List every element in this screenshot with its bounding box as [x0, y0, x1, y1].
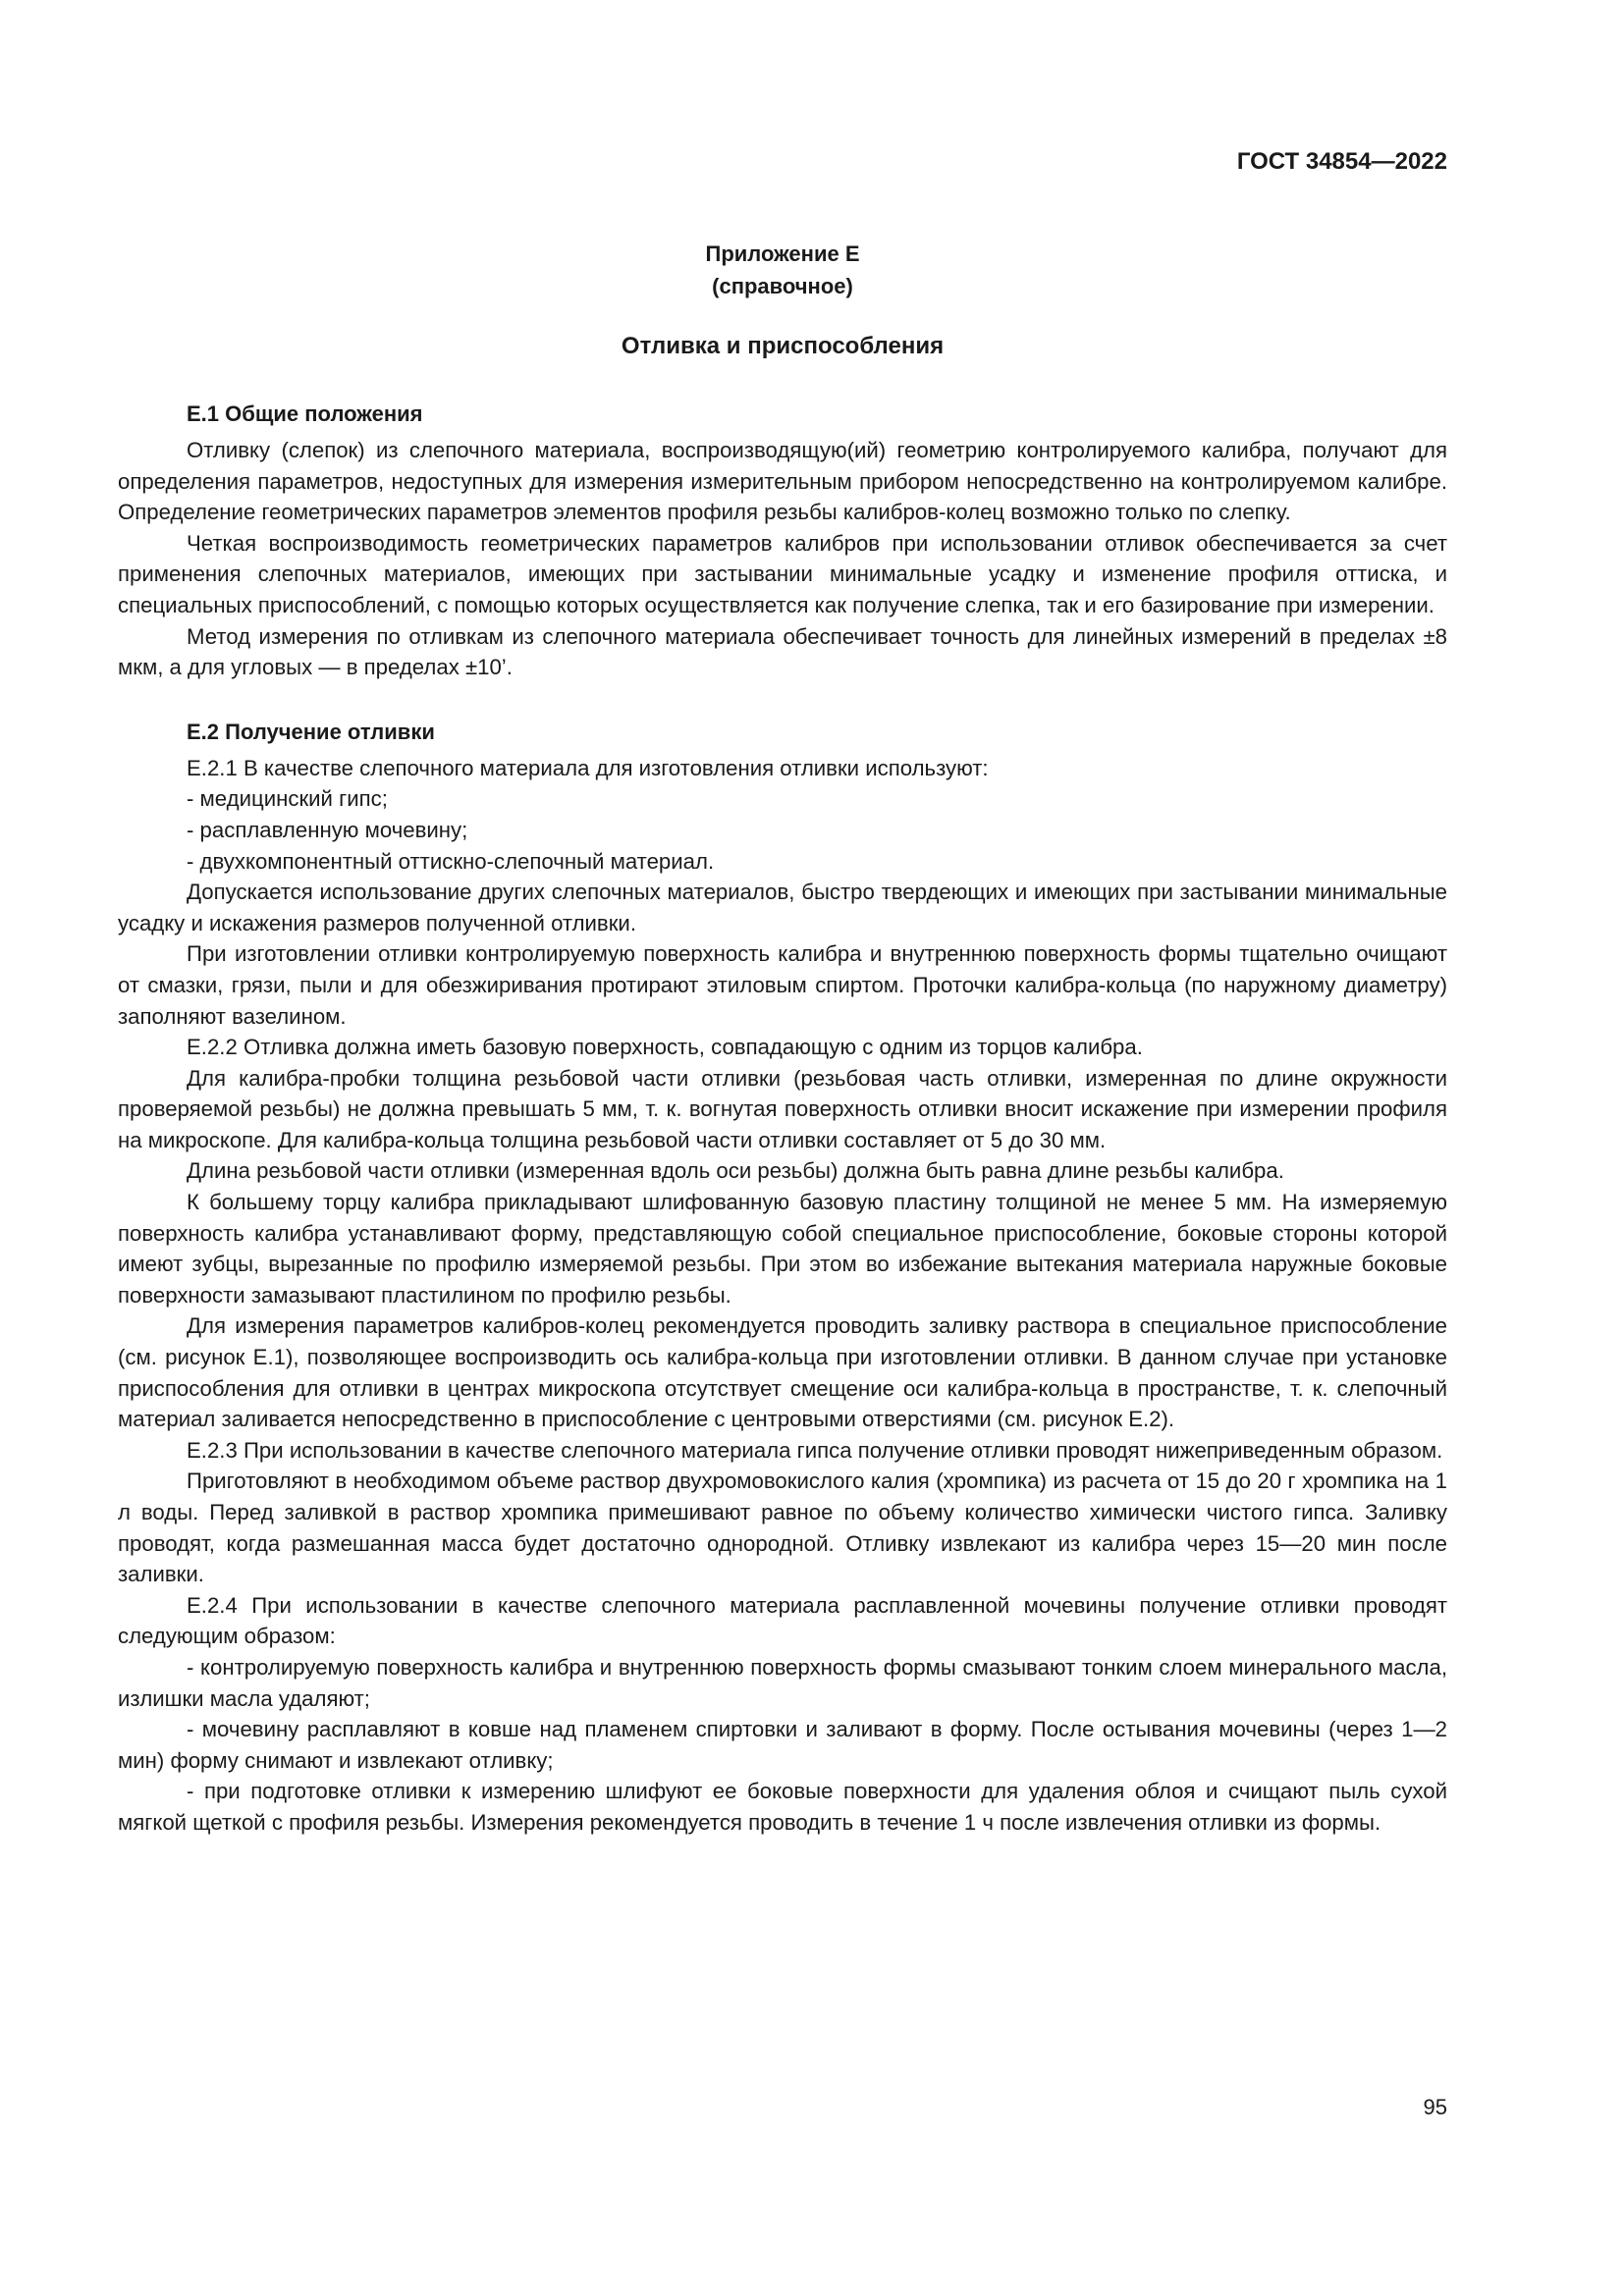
- standard-header: ГОСТ 34854—2022: [1236, 148, 1447, 175]
- paragraph: Отливку (слепок) из слепочного материала, воспроизводящую(ий) геометрию контролируемого калибра, получают для определения параметров, недоступных для измерения измерительным прибором непосредственно на контролируемом калибре. Определение геометрических параметров элементов профиля резьбы калибров-колец возможно только по слепку.: [118, 438, 1447, 525]
- appendix-label: Приложение Е: [705, 241, 860, 266]
- paragraph: Четкая воспроизводимость геометрических параметров калибров при использовании отливок обеспечивается за счет применения слепочных материалов, имеющих при застывании минимальные усадку и изменение профиля оттиска, и специальных приспособлений, с помощью которых осуществляется как получение слепка, так и его базирование при измерении.: [118, 530, 1447, 617]
- list-item: - расплавленную мочевину;: [187, 817, 468, 842]
- appendix-type: (справочное): [712, 274, 853, 298]
- list-item: - мочевину расплавляют в ковше над пламенем спиртовки и заливают в форму. После остывания мочевины (через 1—2 мин) форму снимают и извлекают отливку;: [118, 1717, 1447, 1773]
- paragraph: Е.2.1 В качестве слепочного материала для изготовления отливки используют:: [187, 755, 989, 780]
- list-item: - при подготовке отливки к измерению шлифуют ее боковые поверхности для удаления облоя и счищают пыль сухой мягкой щеткой с профиля резьбы. Измерения рекомендуется проводить в течение 1 ч после извлечения отливки из формы.: [118, 1779, 1447, 1835]
- paragraph: Длина резьбовой части отливки (измеренная вдоль оси резьбы) должна быть равна длине резьбы калибра.: [187, 1158, 1284, 1184]
- section-heading: Е.2 Получение отливки: [187, 719, 435, 744]
- paragraph: Приготовляют в необходимом объеме раствор двухромовокислого калия (хромпика) из расчета от 15 до 20 г хромпика на 1 л воды. Перед заливкой в раствор хромпика примешивают равное по объему количество химически чистого гипса. Заливку проводят, когда размешанная масса будет достаточно однородной. Отливку извлекают из калибра через 15—20 мин после заливки.: [118, 1468, 1447, 1587]
- paragraph: Е.2.3 При использовании в качестве слепочного материала гипса получение отливки проводят нижеприведенным образом.: [187, 1437, 1443, 1463]
- appendix-heading: [118, 238, 1447, 302]
- paragraph: К большему торцу калибра прикладывают шлифованную базовую пластину толщиной не менее 5 мм. На измеряемую поверхность калибра устанавливают форму, представляющую собой специальное приспособление, боковые стороны которой имеют зубцы, вырезанные по профилю измеряемой резьбы. При этом во избежание вытекания материала наружные боковые поверхности замазывают пластилином по профилю резьбы.: [118, 1190, 1447, 1308]
- section-casting: [118, 717, 1447, 1839]
- paragraph: Для калибра-пробки толщина резьбовой части отливки (резьбовая часть отливки, измеренная по длине окружности проверяемой резьбы) не должна превышать 5 мм, т. к. вогнутая поверхность отливки вносит искажение при измерении профиля на микроскопе. Для калибра-кольца толщина резьбовой части отливки составляет от 5 до 30 мм.: [118, 1065, 1447, 1152]
- paragraph: Для измерения параметров калибров-колец рекомендуется проводить заливку раствора в специальное приспособление (см. рисунок Е.1), позволяющее воспроизводить ось калибра-кольца при изготовлении отливки. В данном случае при установке приспособления для отливки в центрах микроскопа отсутствует смещение оси калибра-кольца в пространстве, т. к. слепочный материал заливается непосредственно в приспособление с центровыми отверстиями (см. рисунок Е.2).: [118, 1313, 1447, 1432]
- paragraph: Е.2.2 Отливка должна иметь базовую поверхность, совпадающую с одним из торцов калибра.: [187, 1035, 1143, 1060]
- paragraph: Е.2.4 При использовании в качестве слепочного материала расплавленной мочевины получение отливки проводят следующим образом:: [118, 1592, 1447, 1649]
- paragraph: Допускается использование других слепочных материалов, быстро твердеющих и имеющих при застывании минимальные усадку и искажения размеров полученной отливки.: [118, 880, 1447, 935]
- section-heading: Е.1 Общие положения: [187, 401, 423, 426]
- page-number: 95: [1423, 2095, 1447, 2119]
- document-page: [118, 147, 1447, 1839]
- list-item: - двухкомпонентный оттискно-слепочный материал.: [187, 848, 715, 874]
- paragraph: При изготовлении отливки контролируемую поверхность калибра и внутреннюю поверхность формы тщательно очищают от смазки, грязи, пыли и для обезжиривания протирают этиловым спиртом. Проточки калибра-кольца (по наружному диаметру) заполняют вазелином.: [118, 941, 1447, 1029]
- section-general: [118, 399, 1447, 683]
- paragraph: Метод измерения по отливкам из слепочного материала обеспечивает точность для линейных измерений в пределах ±8 мкм, а для угловых — в пределах ±10’.: [118, 623, 1447, 680]
- document-title: Отливка и приспособления: [621, 333, 945, 359]
- list-item: - медицинский гипс;: [187, 786, 388, 812]
- list-item: - контролируемую поверхность калибра и внутреннюю поверхность формы смазывают тонким слоем минерального масла, излишки масла удаляют;: [118, 1654, 1447, 1711]
